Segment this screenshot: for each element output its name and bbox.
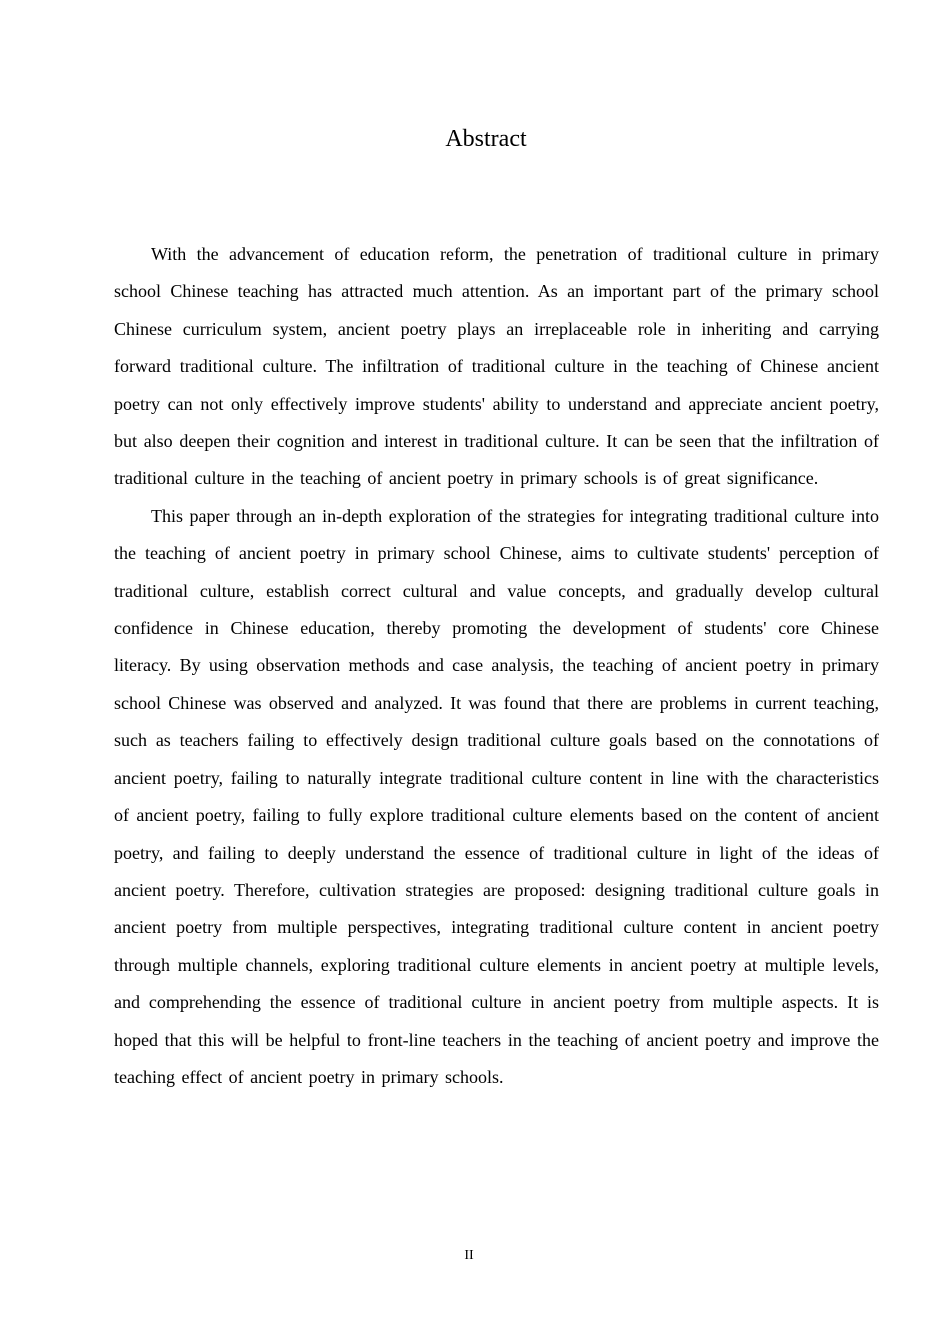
abstract-body xyxy=(114,236,879,1096)
abstract-paragraph-2: This paper through an in-depth exploration of the strategies for integrating traditional culture into the teaching of ancient poetry in primary school Chinese, aims to cultivate students' perception of traditional culture, establish correct cultural and value concepts, and gradually develop cultural confidence in Chinese education, thereby promoting the development of students' core Chinese literacy. By using observation methods and case analysis, the teaching of ancient poetry in primary school Chinese was observed and analyzed. It was found that there are problems in current teaching, such as teachers failing to effectively design traditional culture goals based on the connotations of ancient poetry, failing to naturally integrate traditional culture content in line with the characteristics of ancient poetry, failing to fully explore traditional culture elements based on the content of ancient poetry, and failing to deeply understand the essence of traditional culture in light of the ideas of ancient poetry. Therefore, cultivation strategies are proposed: designing traditional culture goals in ancient poetry from multiple perspectives, integrating traditional culture content in ancient poetry through multiple channels, exploring traditional culture elements in ancient poetry at multiple levels, and comprehending the essence of traditional culture in ancient poetry from multiple aspects. It is hoped that this will be helpful to front-line teachers in the teaching of ancient poetry and improve the teaching effect of ancient poetry in primary schools. xyxy=(114,505,879,1087)
page-number: II xyxy=(464,1248,474,1263)
page-title: Abstract xyxy=(445,126,527,152)
abstract-paragraph-1: With the advancement of education reform, the penetration of traditional culture in primary school Chinese teaching has attracted much attention. As an important part of the primary school Chinese curriculum system, ancient poetry plays an irreplaceable role in inheriting and carrying forward traditional culture. The infiltration of traditional culture in the teaching of Chinese ancient poetry can not only effectively improve students' ability to understand and appreciate ancient poetry, but also deepen their cognition and interest in traditional culture. It can be seen that the infiltration of traditional culture in the teaching of ancient poetry in primary schools is of great significance. xyxy=(114,244,879,489)
